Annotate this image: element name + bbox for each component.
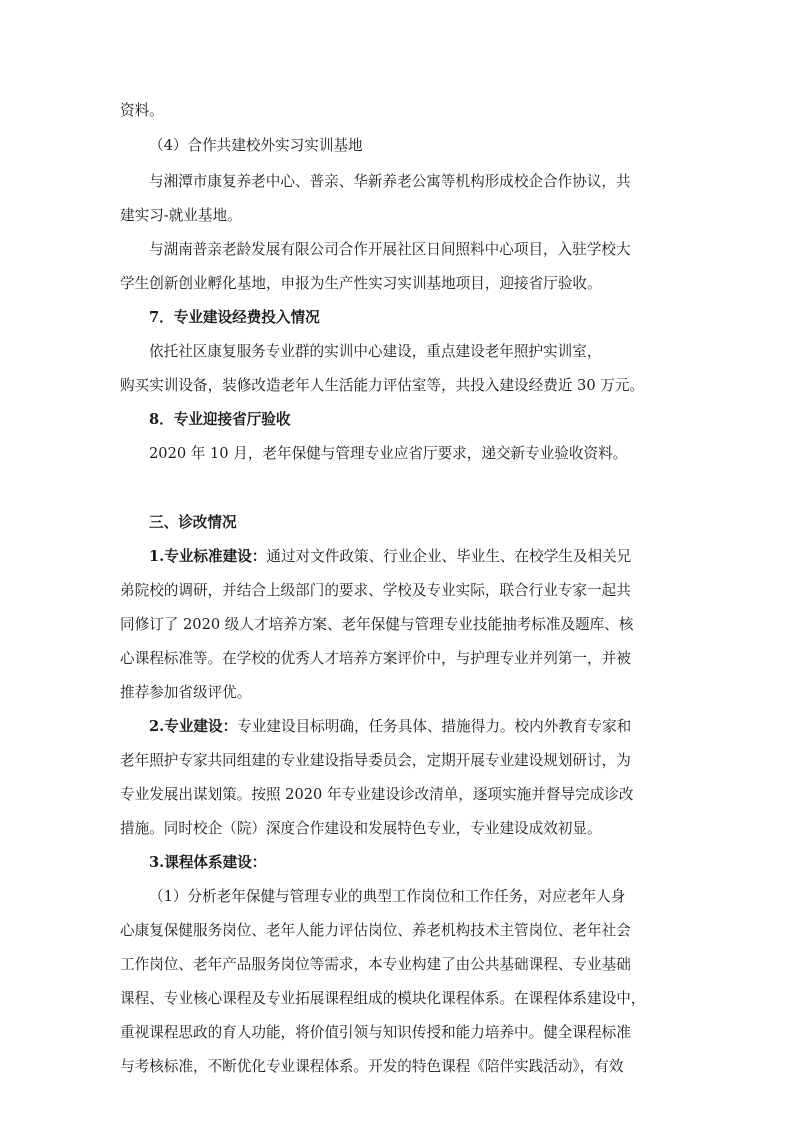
paragraph-line: 工作岗位、老年产品服务岗位等需求，本专业构建了由公共基础课程、专业基础 — [120, 956, 631, 973]
item-label: 1.专业标准建设： — [149, 548, 267, 565]
paragraph-line: 弟院校的调研，并结合上级部门的要求、学校及专业实际，联合行业专家一起共 — [120, 582, 631, 599]
paragraph-line: 心康复保健服务岗位、老年人能力评估岗位、养老机构技术主管岗位、老年社会 — [120, 922, 631, 939]
paragraph-line: 建实习-就业基地。 — [120, 207, 242, 224]
paragraph-line: 购买实训设备，装修改造老年人生活能力评估室等，共投入建设经费近 30 万元。 — [120, 377, 645, 394]
paragraph-line: 依托社区康复服务专业群的实训中心建设，重点建设老年照护实训室， — [149, 343, 602, 360]
paragraph-line — [149, 717, 682, 737]
paragraph-line: 学生创新创业孵化基地，申报为生产性实习实训基地项目，迎接省厅验收。 — [120, 275, 602, 292]
section-heading: 8．专业迎接省厅验收 — [149, 411, 291, 428]
paragraph-line: 课程、专业核心课程及专业拓展课程组成的模块化课程体系。在课程体系建设中， — [120, 990, 646, 1007]
item-label: 3.课程体系建设： — [149, 854, 267, 871]
section-heading: 7．专业建设经费投入情况 — [149, 309, 320, 326]
chapter-heading: 三、诊改情况 — [149, 514, 237, 531]
item-label: 2.专业建设： — [149, 718, 238, 735]
paragraph-line: 与考核标准，不断优化专业课程体系。开发的特色课程《陪伴实践活动》，有效 — [120, 1058, 624, 1075]
paragraph-line: 与湘潭市康复养老中心、普亲、华新养老公寓等机构形成校企合作协议，共 — [149, 173, 631, 190]
paragraph-line: 2020 年 10 月，老年保健与管理专业应省厅要求，递交新专业验收资料。 — [149, 445, 628, 462]
paragraph-line: 心课程标准等。在学校的优秀人才培养方案评价中，与护理专业并列第一，并被 — [120, 650, 631, 667]
paragraph-line: 同修订了 2020 级人才培养方案、老年保健与管理专业技能抽考标准及题库、核 — [120, 616, 634, 633]
subsection-title: （4）合作共建校外实习实训基地 — [149, 137, 363, 154]
item-text: 专业建设目标明确，任务具体、措施得力。校内外教育专家和 — [237, 718, 632, 735]
paragraph-line — [149, 547, 682, 567]
paragraph-line: 推荐参加省级评优。 — [120, 684, 252, 701]
paragraph-line: 重视课程思政的育人功能，将价值引领与知识传授和能力培养中。健全课程标准 — [120, 1024, 631, 1041]
paragraph-line: 资料。 — [120, 102, 164, 119]
paragraph-line: 与湖南普亲老龄发展有限公司合作开展社区日间照料中心项目，入驻学校大 — [149, 241, 631, 258]
paragraph-line: 老年照护专家共同组建的专业建设指导委员会，定期开展专业建设规划研讨，为 — [120, 752, 631, 769]
paragraph-line: （1）分析老年保健与管理专业的典型工作岗位和工作任务，对应老年人身 — [149, 888, 626, 905]
paragraph-line: 专业发展出谋划策。按照 2020 年专业建设诊改清单，逐项实施并督导完成诊改 — [120, 786, 634, 803]
paragraph-line: 措施。同时校企（院）深度合作建设和发展特色专业，专业建设成效初显。 — [120, 820, 602, 837]
item-text: 通过对文件政策、行业企业、毕业生、在校学生及相关兄 — [266, 548, 632, 565]
